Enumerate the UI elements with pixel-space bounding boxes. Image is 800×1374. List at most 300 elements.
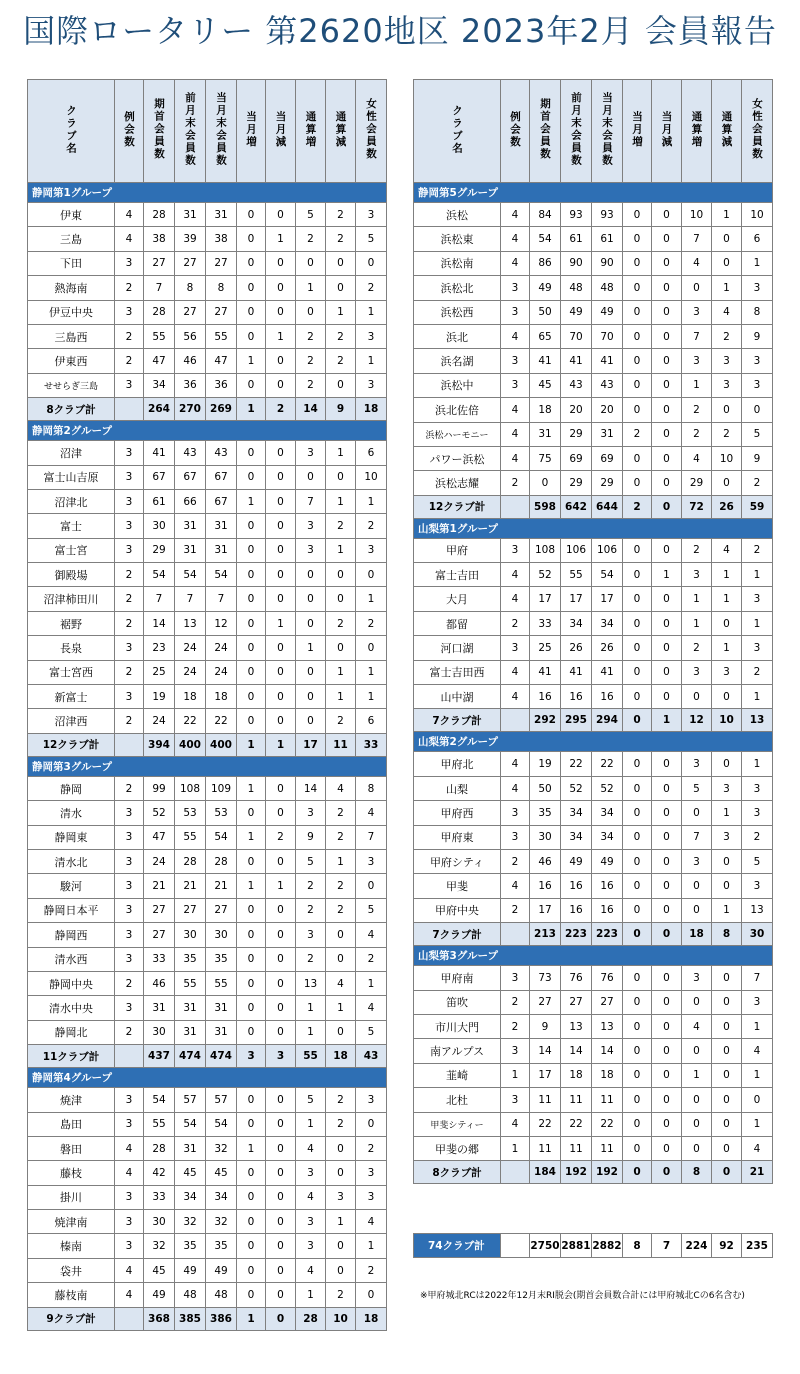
club-value: 55 <box>144 324 175 348</box>
club-value: 0 <box>326 373 356 397</box>
club-value: 0 <box>237 1185 266 1209</box>
club-value: 49 <box>206 1258 237 1282</box>
club-row <box>414 398 773 422</box>
club-value: 1 <box>356 300 387 324</box>
club-value: 18 <box>561 1063 592 1087</box>
club-value: 0 <box>682 801 712 825</box>
club-value: 0 <box>266 1020 296 1044</box>
group-total-row <box>414 709 773 732</box>
club-value: 41 <box>561 660 592 684</box>
club-row <box>28 874 387 898</box>
group-name: 山梨第1グループ <box>414 518 773 538</box>
club-name: 河口湖 <box>414 636 501 660</box>
group-total-value: 14 <box>296 398 326 421</box>
club-value: 2 <box>326 349 356 373</box>
club-row <box>28 923 387 947</box>
club-value: 0 <box>652 611 682 635</box>
club-row <box>414 203 773 227</box>
club-row <box>414 446 773 470</box>
grand-total-value: 224 <box>682 1234 712 1258</box>
club-value: 61 <box>144 489 175 513</box>
group-total-value: 474 <box>206 1045 237 1068</box>
club-value: 3 <box>115 636 144 660</box>
club-value: 2 <box>115 587 144 611</box>
club-value: 2 <box>682 398 712 422</box>
group-total-value: 12 <box>682 709 712 732</box>
club-value: 4 <box>296 1185 326 1209</box>
club-name: 北杜 <box>414 1088 501 1112</box>
club-value: 3 <box>501 966 530 990</box>
group-total-value: 1 <box>652 709 682 732</box>
club-value: 0 <box>712 849 742 873</box>
club-row <box>414 587 773 611</box>
club-value: 3 <box>115 1210 144 1234</box>
club-value: 17 <box>530 898 561 922</box>
club-value: 3 <box>501 538 530 562</box>
club-value: 41 <box>530 349 561 373</box>
club-value: 0 <box>266 538 296 562</box>
club-value: 36 <box>175 373 206 397</box>
group-total-value: 474 <box>175 1045 206 1068</box>
group-header-row <box>28 756 387 776</box>
club-value: 7 <box>144 587 175 611</box>
club-row <box>414 1136 773 1160</box>
club-name: 静岡 <box>28 776 115 800</box>
club-value: 2 <box>356 947 387 971</box>
club-value: 2 <box>326 514 356 538</box>
club-value: 4 <box>326 971 356 995</box>
club-value: 3 <box>501 636 530 660</box>
club-value: 25 <box>144 660 175 684</box>
club-value: 27 <box>206 898 237 922</box>
club-value: 4 <box>115 1283 144 1307</box>
club-name: 山梨 <box>414 776 501 800</box>
grand-total-value: 235 <box>742 1234 773 1258</box>
club-value: 29 <box>682 471 712 495</box>
club-value: 108 <box>530 538 561 562</box>
club-value: 0 <box>712 1136 742 1160</box>
club-value: 93 <box>592 203 623 227</box>
club-value: 1 <box>682 611 712 635</box>
club-value: 31 <box>206 514 237 538</box>
club-value: 29 <box>561 471 592 495</box>
club-value: 1 <box>356 685 387 709</box>
column-header-label: 期首会員数 <box>153 98 166 161</box>
club-value: 67 <box>206 465 237 489</box>
club-value: 0 <box>682 874 712 898</box>
club-value: 27 <box>206 251 237 275</box>
grand-total-table <box>413 1233 773 1258</box>
club-row <box>28 971 387 995</box>
club-value: 108 <box>175 776 206 800</box>
club-row <box>414 898 773 922</box>
club-value: 0 <box>712 611 742 635</box>
club-name: せせらぎ三島 <box>28 373 115 397</box>
club-value: 3 <box>115 898 144 922</box>
club-value: 22 <box>592 1112 623 1136</box>
club-value: 1 <box>326 660 356 684</box>
club-value: 4 <box>682 1014 712 1038</box>
group-total-row <box>414 495 773 518</box>
club-value: 31 <box>206 996 237 1020</box>
column-header <box>530 80 561 183</box>
column-header-label: 通算増 <box>690 110 703 149</box>
club-value: 1 <box>712 587 742 611</box>
club-value: 12 <box>206 611 237 635</box>
club-name: 甲斐シティー <box>414 1112 501 1136</box>
club-value: 1 <box>682 373 712 397</box>
club-name: 下田 <box>28 251 115 275</box>
group-total-value: 0 <box>652 923 682 946</box>
club-value: 5 <box>356 227 387 251</box>
club-value: 0 <box>742 1088 773 1112</box>
club-value: 0 <box>237 660 266 684</box>
club-value: 73 <box>530 966 561 990</box>
club-value: 1 <box>326 849 356 873</box>
club-value: 0 <box>623 1136 652 1160</box>
club-value: 27 <box>530 990 561 1014</box>
club-value: 0 <box>652 349 682 373</box>
group-total-value: 292 <box>530 709 561 732</box>
column-header-label: 女性会員数 <box>751 98 764 161</box>
club-value: 32 <box>206 1210 237 1234</box>
club-name: 甲斐 <box>414 874 501 898</box>
club-value: 0 <box>623 1039 652 1063</box>
club-row <box>28 1112 387 1136</box>
club-value: 7 <box>682 227 712 251</box>
club-value: 3 <box>115 514 144 538</box>
group-total-value: 192 <box>561 1161 592 1184</box>
club-value: 0 <box>266 563 296 587</box>
group-total-value: 385 <box>175 1307 206 1330</box>
club-value: 0 <box>623 1088 652 1112</box>
club-value: 4 <box>501 398 530 422</box>
group-total-value: 1 <box>237 1307 266 1330</box>
club-value: 3 <box>115 825 144 849</box>
club-value: 30 <box>144 1210 175 1234</box>
group-name: 静岡第1グループ <box>28 183 387 203</box>
club-value: 31 <box>175 538 206 562</box>
club-value: 0 <box>266 441 296 465</box>
club-value: 27 <box>175 898 206 922</box>
club-value: 84 <box>530 203 561 227</box>
club-value: 30 <box>144 514 175 538</box>
club-name: 新富士 <box>28 685 115 709</box>
club-value: 0 <box>266 685 296 709</box>
club-value: 1 <box>356 660 387 684</box>
membership-table-left <box>27 79 387 1331</box>
club-name: 藤枝 <box>28 1161 115 1185</box>
club-value: 55 <box>561 563 592 587</box>
group-total-value <box>501 709 530 732</box>
club-row <box>414 776 773 800</box>
club-row <box>28 251 387 275</box>
group-header-row <box>414 183 773 203</box>
club-value: 0 <box>237 1210 266 1234</box>
club-value: 14 <box>592 1039 623 1063</box>
club-value: 24 <box>144 849 175 873</box>
club-value: 3 <box>296 538 326 562</box>
club-row <box>28 660 387 684</box>
club-value: 1 <box>326 996 356 1020</box>
club-value: 0 <box>237 203 266 227</box>
club-value: 7 <box>682 324 712 348</box>
club-value: 0 <box>326 276 356 300</box>
club-name: 沼津 <box>28 441 115 465</box>
column-header-label: クラブ名 <box>451 104 464 155</box>
club-value: 3 <box>115 947 144 971</box>
group-total-row <box>28 398 387 421</box>
membership-table-right <box>413 79 773 1184</box>
club-value: 3 <box>742 874 773 898</box>
club-name: 清水西 <box>28 947 115 971</box>
club-value: 49 <box>561 849 592 873</box>
column-header-label: 通算減 <box>720 110 733 149</box>
group-total-value: 386 <box>206 1307 237 1330</box>
club-value: 0 <box>296 685 326 709</box>
club-value: 11 <box>530 1088 561 1112</box>
club-value: 4 <box>501 324 530 348</box>
club-value: 18 <box>175 685 206 709</box>
club-value: 76 <box>561 966 592 990</box>
club-row <box>414 1112 773 1136</box>
club-name: 三島西 <box>28 324 115 348</box>
group-total-value: 43 <box>356 1045 387 1068</box>
club-value: 17 <box>530 1063 561 1087</box>
club-value: 2 <box>742 471 773 495</box>
club-value: 3 <box>296 1161 326 1185</box>
club-row <box>414 685 773 709</box>
column-header-label: 当月末会員数 <box>215 92 228 167</box>
club-value: 1 <box>237 1136 266 1160</box>
club-value: 1 <box>712 801 742 825</box>
club-value: 4 <box>501 563 530 587</box>
club-value: 0 <box>266 373 296 397</box>
column-header-label: 当月末会員数 <box>601 92 614 167</box>
column-header-label: 当月増 <box>631 110 644 149</box>
club-value: 0 <box>237 849 266 873</box>
club-name: 甲府西 <box>414 801 501 825</box>
club-value: 57 <box>175 1088 206 1112</box>
club-value: 0 <box>652 203 682 227</box>
club-value: 3 <box>115 1185 144 1209</box>
group-total-value <box>501 923 530 946</box>
club-value: 99 <box>144 776 175 800</box>
club-value: 1 <box>742 563 773 587</box>
club-value: 10 <box>356 465 387 489</box>
club-value: 4 <box>296 1258 326 1282</box>
club-value: 3 <box>742 349 773 373</box>
club-value: 9 <box>742 446 773 470</box>
club-value: 0 <box>652 752 682 776</box>
club-value: 1 <box>266 324 296 348</box>
club-value: 33 <box>144 947 175 971</box>
club-value: 0 <box>266 1136 296 1160</box>
club-value: 0 <box>682 1136 712 1160</box>
club-value: 2 <box>115 611 144 635</box>
group-total-value: 10 <box>712 709 742 732</box>
club-value: 0 <box>266 660 296 684</box>
club-value: 2 <box>115 324 144 348</box>
club-value: 1 <box>712 898 742 922</box>
club-value: 0 <box>652 660 682 684</box>
club-row <box>28 1136 387 1160</box>
club-value: 0 <box>742 398 773 422</box>
club-value: 7 <box>175 587 206 611</box>
club-value: 0 <box>266 636 296 660</box>
club-value: 0 <box>652 471 682 495</box>
group-total-value: 13 <box>742 709 773 732</box>
club-value: 46 <box>530 849 561 873</box>
club-value: 2 <box>115 971 144 995</box>
club-value: 0 <box>296 660 326 684</box>
club-value: 2 <box>742 538 773 562</box>
club-value: 1 <box>742 1063 773 1087</box>
club-value: 0 <box>623 874 652 898</box>
club-value: 34 <box>592 611 623 635</box>
column-header <box>266 80 296 183</box>
club-value: 39 <box>175 227 206 251</box>
club-row <box>414 801 773 825</box>
club-value: 21 <box>206 874 237 898</box>
group-total-label: 7クラブ計 <box>414 923 501 946</box>
group-total-value: 184 <box>530 1161 561 1184</box>
club-value: 0 <box>237 465 266 489</box>
club-row <box>414 611 773 635</box>
club-value: 0 <box>237 947 266 971</box>
club-name: 南アルプス <box>414 1039 501 1063</box>
group-total-value: 10 <box>326 1307 356 1330</box>
club-value: 10 <box>682 203 712 227</box>
club-value: 31 <box>175 1020 206 1044</box>
club-value: 3 <box>356 373 387 397</box>
club-value: 61 <box>561 227 592 251</box>
club-value: 0 <box>652 300 682 324</box>
column-header <box>592 80 623 183</box>
club-value: 41 <box>592 349 623 373</box>
group-total-value: 642 <box>561 495 592 518</box>
group-total-value: 598 <box>530 495 561 518</box>
club-value: 3 <box>501 801 530 825</box>
group-total-value: 1 <box>237 398 266 421</box>
group-total-value <box>115 1045 144 1068</box>
club-value: 7 <box>296 489 326 513</box>
club-value: 30 <box>144 1020 175 1044</box>
club-value: 3 <box>115 489 144 513</box>
club-value: 0 <box>623 349 652 373</box>
club-value: 0 <box>712 1014 742 1038</box>
club-row <box>414 276 773 300</box>
club-value: 0 <box>652 373 682 397</box>
club-value: 3 <box>115 1088 144 1112</box>
group-total-value <box>501 1161 530 1184</box>
club-value: 0 <box>237 1234 266 1258</box>
club-value: 0 <box>652 1136 682 1160</box>
club-value: 10 <box>712 446 742 470</box>
club-value: 2 <box>115 349 144 373</box>
club-row <box>28 514 387 538</box>
club-value: 0 <box>237 1088 266 1112</box>
club-value: 22 <box>592 752 623 776</box>
club-value: 0 <box>652 1112 682 1136</box>
club-value: 3 <box>115 465 144 489</box>
club-value: 29 <box>144 538 175 562</box>
club-row <box>28 947 387 971</box>
club-value: 0 <box>623 685 652 709</box>
club-value: 16 <box>592 685 623 709</box>
club-value: 0 <box>682 685 712 709</box>
club-name: 富士吉田西 <box>414 660 501 684</box>
club-value: 34 <box>561 825 592 849</box>
club-value: 1 <box>326 685 356 709</box>
club-value: 4 <box>115 1136 144 1160</box>
club-value: 22 <box>206 709 237 733</box>
club-value: 29 <box>592 471 623 495</box>
group-total-value: 72 <box>682 495 712 518</box>
club-value: 0 <box>712 752 742 776</box>
club-row <box>28 538 387 562</box>
group-total-value: 59 <box>742 495 773 518</box>
club-value: 1 <box>296 1020 326 1044</box>
club-value: 0 <box>623 203 652 227</box>
club-value: 8 <box>206 276 237 300</box>
club-row <box>28 685 387 709</box>
club-row <box>414 471 773 495</box>
club-value: 55 <box>175 971 206 995</box>
club-value: 52 <box>530 563 561 587</box>
club-name: 富士宮西 <box>28 660 115 684</box>
group-header-row <box>414 518 773 538</box>
club-value: 32 <box>144 1234 175 1258</box>
club-value: 0 <box>652 898 682 922</box>
club-value: 0 <box>712 874 742 898</box>
club-value: 36 <box>206 373 237 397</box>
club-value: 3 <box>742 990 773 1014</box>
club-value: 0 <box>326 923 356 947</box>
grand-total-value: 7 <box>652 1234 682 1258</box>
club-value: 0 <box>682 990 712 1014</box>
club-value: 0 <box>652 251 682 275</box>
club-row <box>28 373 387 397</box>
group-total-value: 0 <box>623 1161 652 1184</box>
club-value: 0 <box>266 1088 296 1112</box>
club-value: 1 <box>712 563 742 587</box>
club-value: 0 <box>266 465 296 489</box>
club-value: 11 <box>561 1088 592 1112</box>
club-value: 109 <box>206 776 237 800</box>
club-value: 90 <box>592 251 623 275</box>
club-name: 御殿場 <box>28 563 115 587</box>
group-total-value: 394 <box>144 733 175 756</box>
club-value: 0 <box>326 563 356 587</box>
club-row <box>28 898 387 922</box>
club-value: 8 <box>356 776 387 800</box>
club-value: 1 <box>237 349 266 373</box>
club-value: 2 <box>356 1258 387 1282</box>
club-row <box>414 251 773 275</box>
club-value: 1 <box>742 752 773 776</box>
club-row <box>414 349 773 373</box>
club-value: 4 <box>501 203 530 227</box>
club-value: 0 <box>266 996 296 1020</box>
club-value: 0 <box>712 251 742 275</box>
club-value: 1 <box>712 636 742 660</box>
club-value: 0 <box>652 398 682 422</box>
club-value: 0 <box>652 422 682 446</box>
club-value: 49 <box>592 300 623 324</box>
club-value: 0 <box>237 709 266 733</box>
column-header-label: 当月減 <box>274 110 287 149</box>
